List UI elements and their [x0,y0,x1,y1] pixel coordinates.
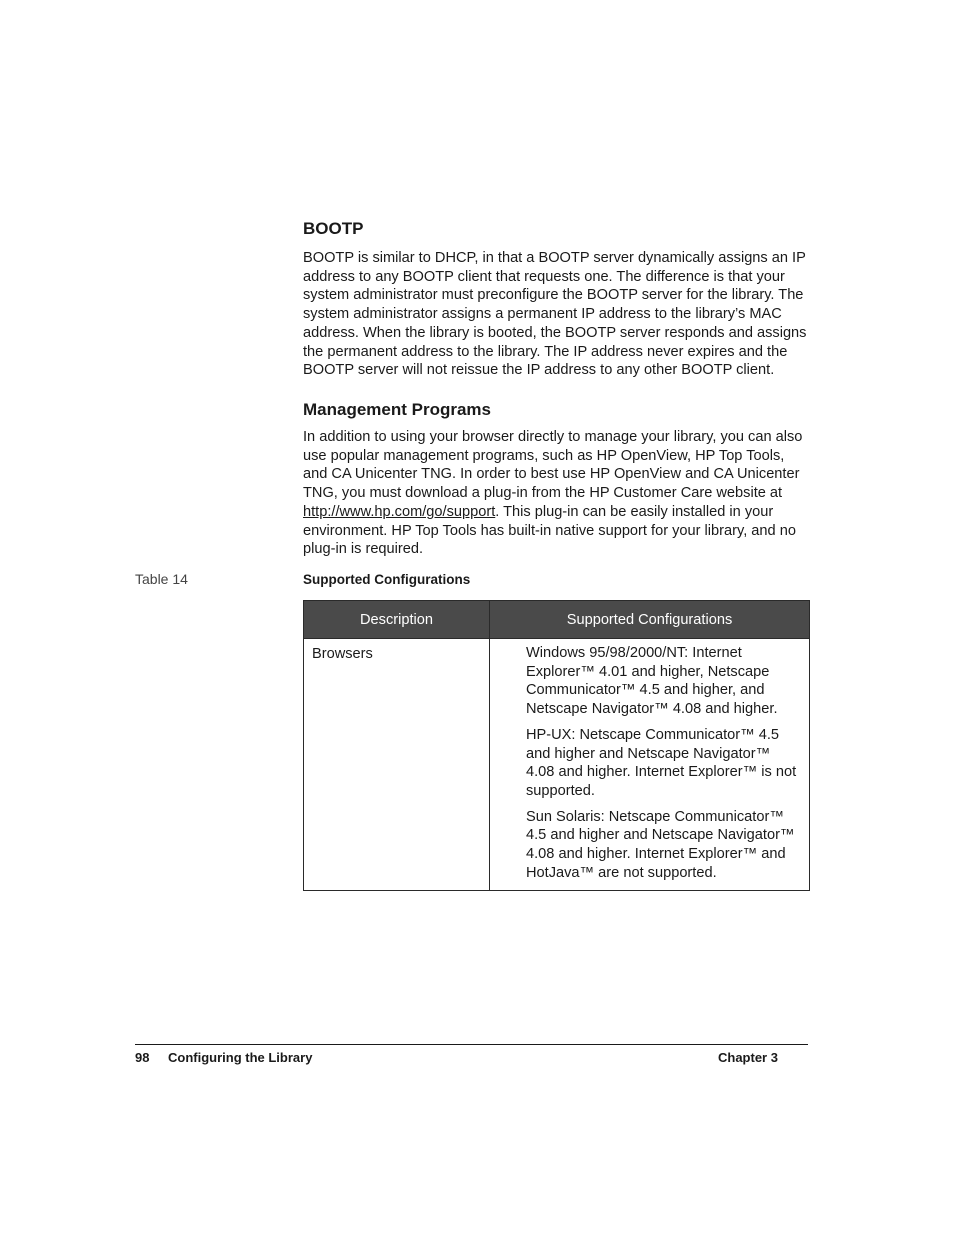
config-sun-solaris: Sun Solaris: Netscape Communicator™ 4.5 and higher and Netscape Navigator™ 4.08 and higher. Internet Explorer™ and HotJava™ are not supported. [526,808,795,881]
row-configurations [490,639,810,891]
footer-section: Configuring the Library [168,1050,313,1065]
table-title: Supported Configurations [303,572,471,587]
config-hp-ux: HP-UX: Netscape Communicator™ 4.5 and higher and Netscape Navigator™ 4.08 and higher. Internet Explorer™ is not supported. [526,726,797,799]
management-heading: Management Programs [303,400,491,419]
header-supported-configurations: Supported Configurations [490,601,810,639]
row-description: Browsers [304,639,490,891]
management-body [303,428,810,559]
bootp-body: BOOTP is similar to DHCP, in that a BOOTP server dynamically assigns an IP address to any BOOTP client that requests one. The difference is that your system administrator must preconfigure the BOOTP server for the library. The system administrator assigns a permanent IP address to the library’s MAC address. When the library is booted, the BOOTP server responds and assigns the permanent address to the library. The IP address never expires and the BOOTP server will not reissue the IP address to any other BOOTP client. [303,250,807,379]
footer-page-number: 98 [135,1050,150,1065]
config-windows: Windows 95/98/2000/NT: Internet Explorer™ 4.01 and higher, Netscape Communicator™ 4.5 and higher, and Netscape Navigator™ 4.08 and higher. [526,645,778,718]
footer-chapter: Chapter 3 [718,1050,778,1065]
footer-rule [135,1044,808,1045]
management-body-text-1: In addition to using your browser directly to manage your library, you can also use popular management programs, such as HP OpenView, HP Top Tools, and CA Unicenter TNG. In order to best use HP OpenView and CA Unicenter TNG, you must download a plug-in from the HP Customer Care website at [303,429,803,502]
management-body-text-2: . This plug-in can be easily installed in your environment. HP Top Tools has built-in native support for your library, and no plug-in is required. [303,503,796,558]
table-label: Table 14 [135,571,188,587]
supported-configurations-table [303,600,810,891]
table-header-row [304,601,810,639]
table-row [304,639,810,891]
support-link[interactable]: http://www.hp.com/go/support [303,503,496,520]
header-description: Description [304,601,490,639]
bootp-heading: BOOTP [303,219,364,238]
